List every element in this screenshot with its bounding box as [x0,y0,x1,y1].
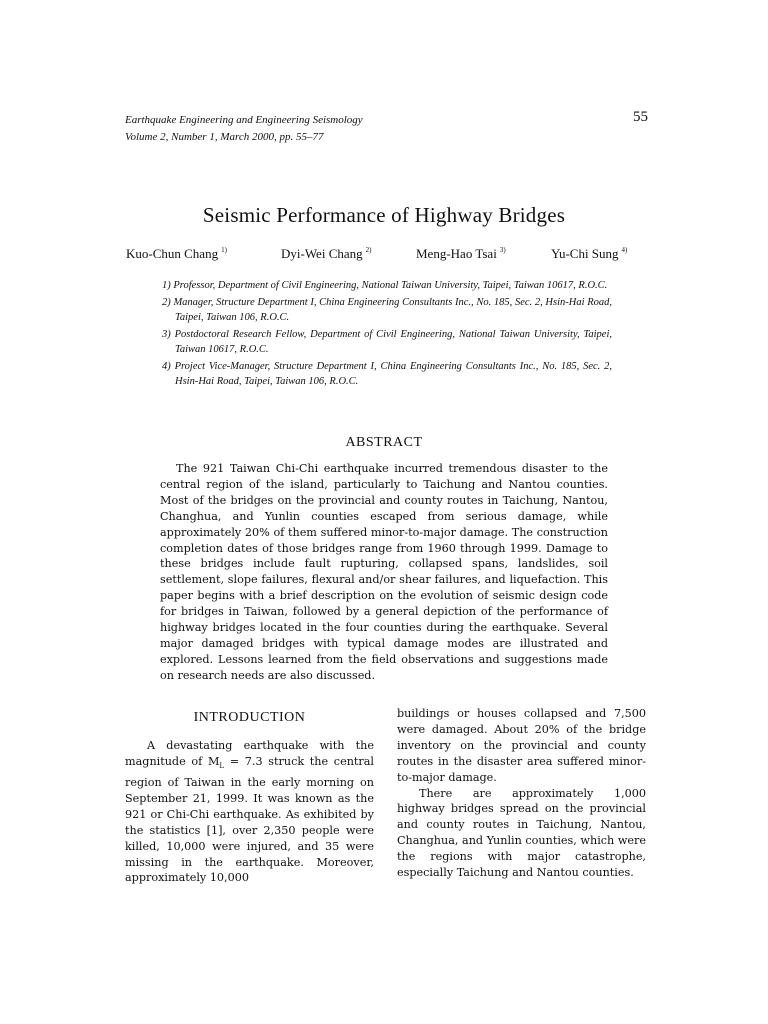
paragraph-text: A devastating earthquake with the magnitude of M [125,739,374,768]
author [281,246,371,262]
author-mark: 4) [621,246,628,254]
abstract-heading: ABSTRACT [345,435,423,450]
introduction-paragraph-continued: buildings or houses collapsed and 7,500 were damaged. About 20% of the bridge inventory on the provincial and county routes in the disaster area suffered minor-to-major damage. [397,707,646,784]
author-name: Dyi-Wei Chang [281,246,363,261]
page-number: 55 [633,109,648,125]
affiliation: 1) Professor, Department of Civil Engineering, National Taiwan University, Taipei, Taiwan 10617, R.O.C. [162,280,608,291]
affiliation-list [162,278,612,391]
paragraph-text: = 7.3 struck the central region of Taiwan in the early morning on September 21, 1999. It was known as the 921 or Chi-Chi earthquake. As exhibited by the statistics [1], over 2,350 people were killed, 10,000 were injured, and 35 were missing in the earthquake. Moreover, approximately 10,000 [125,754,374,885]
journal-title: Earthquake Engineering and Engineering Seismology [125,114,363,126]
affiliation: 4) Project Vice-Manager, Structure Department I, China Engineering Consultants Inc., No. 185, Sec. 2, Hsin-Hai Road, Taipei, Taiwan 106, R.O.C. [162,360,612,387]
left-column [125,706,374,886]
author-list [0,246,768,266]
right-column [397,706,646,881]
affiliation: 3) Postdoctoral Research Fellow, Department of Civil Engineering, National Taiwan University, Taipei, Taiwan 10617, R.O.C. [162,328,612,355]
introduction-paragraph [125,738,374,886]
author-name: Meng-Hao Tsai [416,246,497,261]
abstract-text: The 921 Taiwan Chi-Chi earthquake incurred tremendous disaster to the central region of the island, particularly to Taichung and Nantou counties. Most of the bridges on the provincial and county routes in Taichung, Nantou, Changhua, and Yunlin counties escaped from serious damage, while approximately 20% of them suffered minor-to-major damage. The construction completion dates of those bridges range from 1960 through 1999. Damage to these bridges include fault rupturing, collapsed spans, landslides, soil settlement, slope failures, flexural and/or shear failures, and liquefaction. This paper begins with a brief description on the evolution of seismic design code for bridges in Taiwan, followed by a general depiction of the performance of highway bridges located in the four counties during the earthquake. Several major damaged bridges with typical damage modes are illustrated and explored. Lessons learned from the field observations and suggestions made on research needs are also discussed. [160,462,608,682]
paper-title: Seismic Performance of Highway Bridges [202,203,566,227]
journal-info [125,112,363,146]
journal-volume: Volume 2, Number 1, March 2000, pp. 55–77 [125,131,324,143]
author-mark: 2) [365,246,372,254]
author-name: Yu-Chi Sung [551,246,619,261]
author [551,246,627,262]
author-mark: 1) [221,246,227,254]
author-name: Kuo-Chun Chang [126,246,219,261]
author [126,246,227,262]
author [416,246,506,262]
affiliation: 2) Manager, Structure Department I, China Engineering Consultants Inc., No. 185, Sec. 2, Hsin-Hai Road, Taipei, Taiwan 106, R.O.C. [162,296,612,323]
author-mark: 3) [499,246,506,254]
magnitude-subscript: L [219,762,225,771]
introduction-heading: INTRODUCTION [193,710,306,725]
introduction-paragraph: There are approximately 1,000 highway bridges spread on the provincial and county routes in Taichung, Nantou, Changhua, and Yunlin counties, which were the regions with major catastrophe, especially Taichung and Nantou counties. [397,786,646,880]
